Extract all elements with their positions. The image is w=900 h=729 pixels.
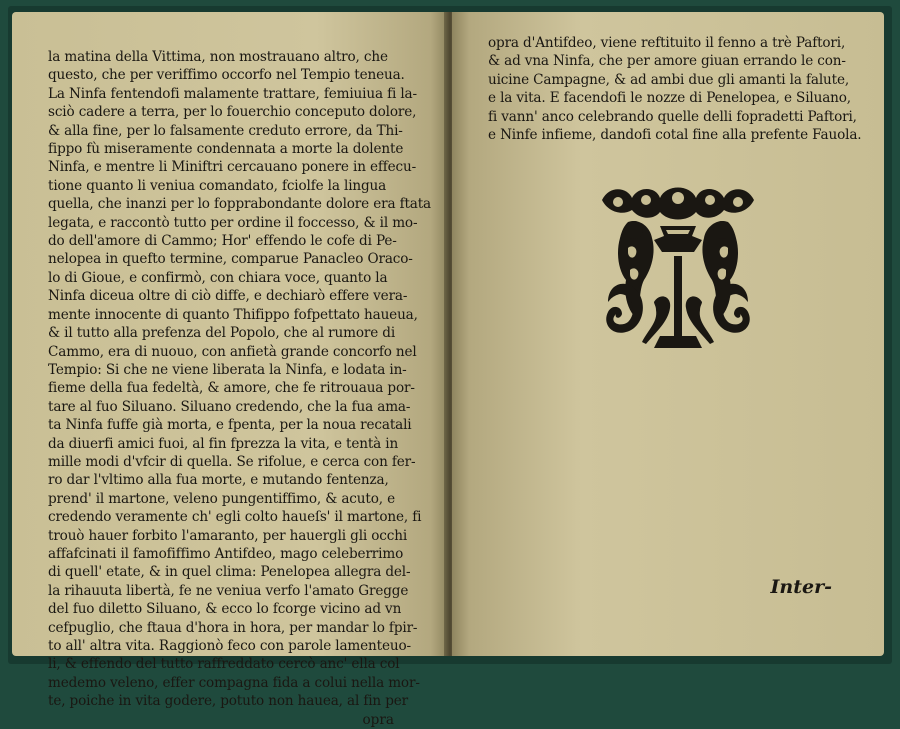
text-line: la rihauuta libertà, fe ne veniua verfo l'amato Gregge (48, 582, 409, 599)
text-line: medemo veleno, effer compagna fida a colui nella mor- (48, 674, 420, 691)
text-line: Ninfa diceua oltre di ciò diffe, e dechiarò effere vera- (48, 288, 408, 305)
text-line: ro dar l'vltimo alla fua morte, e mutando fentenza, (48, 472, 389, 489)
text-line: & alla fine, per lo falsamente creduto errore, da Thi- (48, 122, 403, 139)
text-line: cefpuglio, che ftaua d'hora in hora, per mandar lo fpir- (48, 619, 418, 636)
text-line: te, poiche in vita godere, potuto non hauea, al fin per (48, 693, 408, 710)
text-line: quella, che inanzi per lo fopprabondante dolore era ftata (48, 196, 432, 213)
text-line: tione quanto li veniua comandato, fciolfe la lingua (48, 177, 387, 194)
text-line: opra d'Antifdeo, viene reftituito il fenno a trè Paftori, (488, 35, 846, 51)
text-line: Cammo, era di nuouo, con anfietà grande concorfo nel (48, 343, 417, 360)
text-line: da diuerfi amici fuoi, al fin fprezza la vita, e tentà in (48, 435, 399, 452)
text-line: fieme della fua fedeltà, & amore, che fe ritrouaua por- (48, 380, 415, 397)
right-page (452, 12, 884, 656)
text-line: del fuo diletto Siluano, & ecco lo fcorge vicino ad vn (48, 601, 402, 618)
text-line: Ninfa, e mentre li Miniftri cercauano ponere in effecu- (48, 159, 417, 176)
text-line: prend' il martone, veleno pungentiffimo, & acuto, e (48, 490, 395, 507)
text-line: questo, che per veriffimo occorfo nel Tempio teneua. (48, 67, 405, 84)
text-line: Tempio: Si che ne viene liberata la Ninfa, e lodata in- (48, 361, 407, 378)
text-line: & il tutto alla prefenza del Popolo, che al rumore di (48, 325, 396, 342)
left-catchword: opra (362, 711, 394, 728)
woodcut-ornament-icon (598, 182, 758, 352)
text-line: e la vita. E facendofi le nozze di Penelopea, e Siluano, (488, 90, 851, 107)
text-line: fi vann' anco celebrando quelle delli fopradetti Paftori, (488, 108, 857, 125)
text-line: mente innocente di quanto Thifippo fofpettato haueua, (48, 306, 418, 323)
text-line: di quell' etate, & in quel clima: Penelopea allegra del- (48, 564, 411, 581)
text-line: trouò hauer forbito l'amaranto, per hauergli gli occhi (48, 527, 408, 544)
text-line: tare al fuo Siluano. Siluano credendo, che la fua ama- (48, 398, 411, 415)
right-catchword: Inter- (770, 576, 832, 598)
text-line: mille modi d'vfcir di quella. Se rifolue, e cerca con fer- (48, 453, 416, 470)
left-page-text (48, 48, 432, 711)
text-line: do dell'amore di Cammo; Hor' effendo le cofe di Pe- (48, 233, 397, 250)
text-line: La Ninfa fentendofi malamente trattare, femiuiua fi la- (48, 85, 417, 102)
text-line: e Ninfe infieme, dandofi cotal fine alla prefente Fauola. (488, 127, 862, 144)
text-line: li, & effendo del tutto raffreddato cercò anc' ella col (48, 656, 400, 673)
right-page-text (488, 34, 862, 144)
text-line: ta Ninfa fuffe già morta, e fpenta, per la noua recatali (48, 417, 412, 434)
text-line: legata, e raccontò tutto per ordine il foccesso, & il mo- (48, 214, 418, 231)
text-line: la matina della Vittima, non mostrauano altro, che (48, 49, 388, 65)
text-line: uicine Campagne, & ad ambi due gli amanti la falute, (488, 71, 850, 88)
text-line: sciò cadere a terra, per lo fouerchio conceputo dolore, (48, 104, 417, 121)
text-line: affafcinati il famofiffimo Antifdeo, mago celeberrimo (48, 545, 404, 562)
open-book (8, 6, 892, 728)
text-line: credendo veramente ch' egli colto haueſs' il martone, fi (48, 509, 422, 526)
left-page (12, 12, 448, 728)
text-line: to all' altra vita. Raggionò feco con parole lamenteuo- (48, 638, 411, 654)
text-line: lo di Gioue, e confirmò, con chiara voce, quanto la (48, 269, 388, 286)
text-line: nelopea in quefto termine, comparue Panacleo Oraco- (48, 251, 413, 268)
text-line: & ad vna Ninfa, che per amore giuan errando le con- (488, 53, 846, 70)
text-line: fippo fù miseramente condennata a morte la dolente (48, 141, 404, 158)
